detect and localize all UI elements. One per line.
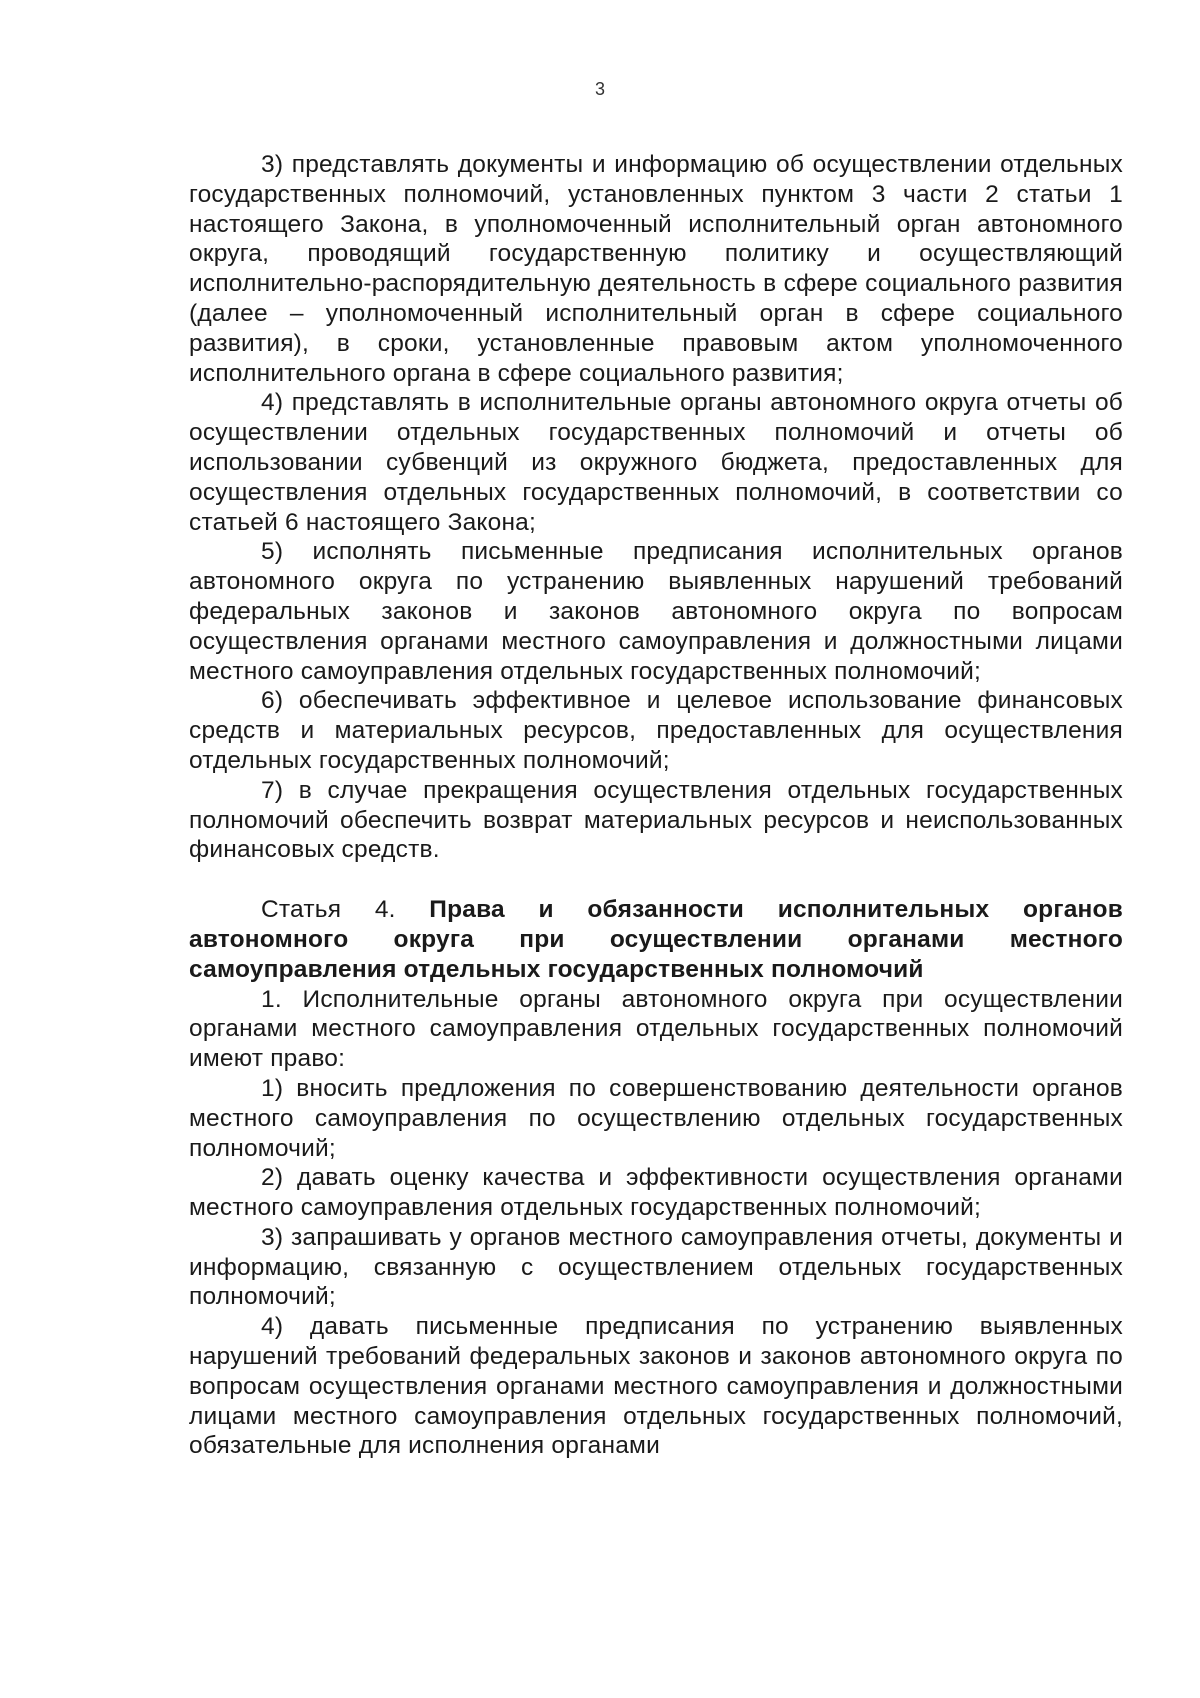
article-paragraph-1: 1. Исполнительные органы автономного округа при осуществлении органами местного самоуправления отдельных государственных полномочий имеют право:: [189, 985, 1123, 1073]
article-subitem-1: 1) вносить предложения по совершенствованию деятельности органов местного самоуправления по осуществлению отдельных государственных полномочий;: [189, 1074, 1123, 1162]
paragraph-item-3: 3) представлять документы и информацию об осуществлении отдельных государственных полномочий, установленных пунктом 3 части 2 статьи 1 настоящего Закона, в уполномоченный исполнительный орган автономного округа, проводящий государственную политику и осуществляющий исполнительно-распорядительную деятельность в сфере социального развития (далее – уполномоченный исполнительный орган в сфере социального развития), в сроки, установленные правовым актом уполномоченного исполнительного органа в сфере социального развития;: [189, 151, 1123, 387]
page-number: 3: [594, 79, 605, 99]
article-subitem-4: 4) давать письменные предписания по устранению выявленных нарушений требований федеральных законов и законов автономного округа по вопросам осуществления органами местного самоуправления и должностными лицами местного самоуправления отдельных государственных полномочий, обязательные для исполнения органами: [189, 1313, 1123, 1460]
paragraph-item-7: 7) в случае прекращения осуществления отдельных государственных полномочий обеспечить возврат материальных ресурсов и неиспользованных финансовых средств.: [189, 776, 1123, 864]
document-body: [189, 150, 1123, 1461]
article-subitem-2: 2) давать оценку качества и эффективности осуществления органами местного самоуправления отдельных государственных полномочий;: [189, 1164, 1123, 1222]
paragraph-item-6: 6) обеспечивать эффективное и целевое использование финансовых средств и материальных ресурсов, предоставленных для осуществления отдельных государственных полномочий;: [189, 687, 1123, 774]
article-subitem-3: 3) запрашивать у органов местного самоуправления отчеты, документы и информацию, связанную с осуществлением отдельных государственных полномочий;: [189, 1223, 1123, 1311]
article-title: Права и обязанности исполнительных органов автономного округа при осуществлении органами местного самоуправления отдельных государственных полномочий: [189, 896, 1123, 983]
article-number: Статья 4.: [261, 896, 396, 924]
paragraph-item-4: 4) представлять в исполнительные органы автономного округа отчеты об осуществлении отдельных государственных полномочий и отчеты об использовании субвенций из окружного бюджета, предоставленных для осуществления отдельных государственных полномочий, в соответствии со статьей 6 настоящего Закона;: [189, 389, 1123, 536]
article-heading: [189, 895, 1123, 984]
paragraph-item-5: 5) исполнять письменные предписания исполнительных органов автономного округа по устранению выявленных нарушений требований федеральных законов и законов автономного округа по вопросам осуществления органами местного самоуправления и должностными лицами местного самоуправления отдельных государственных полномочий;: [189, 538, 1123, 685]
